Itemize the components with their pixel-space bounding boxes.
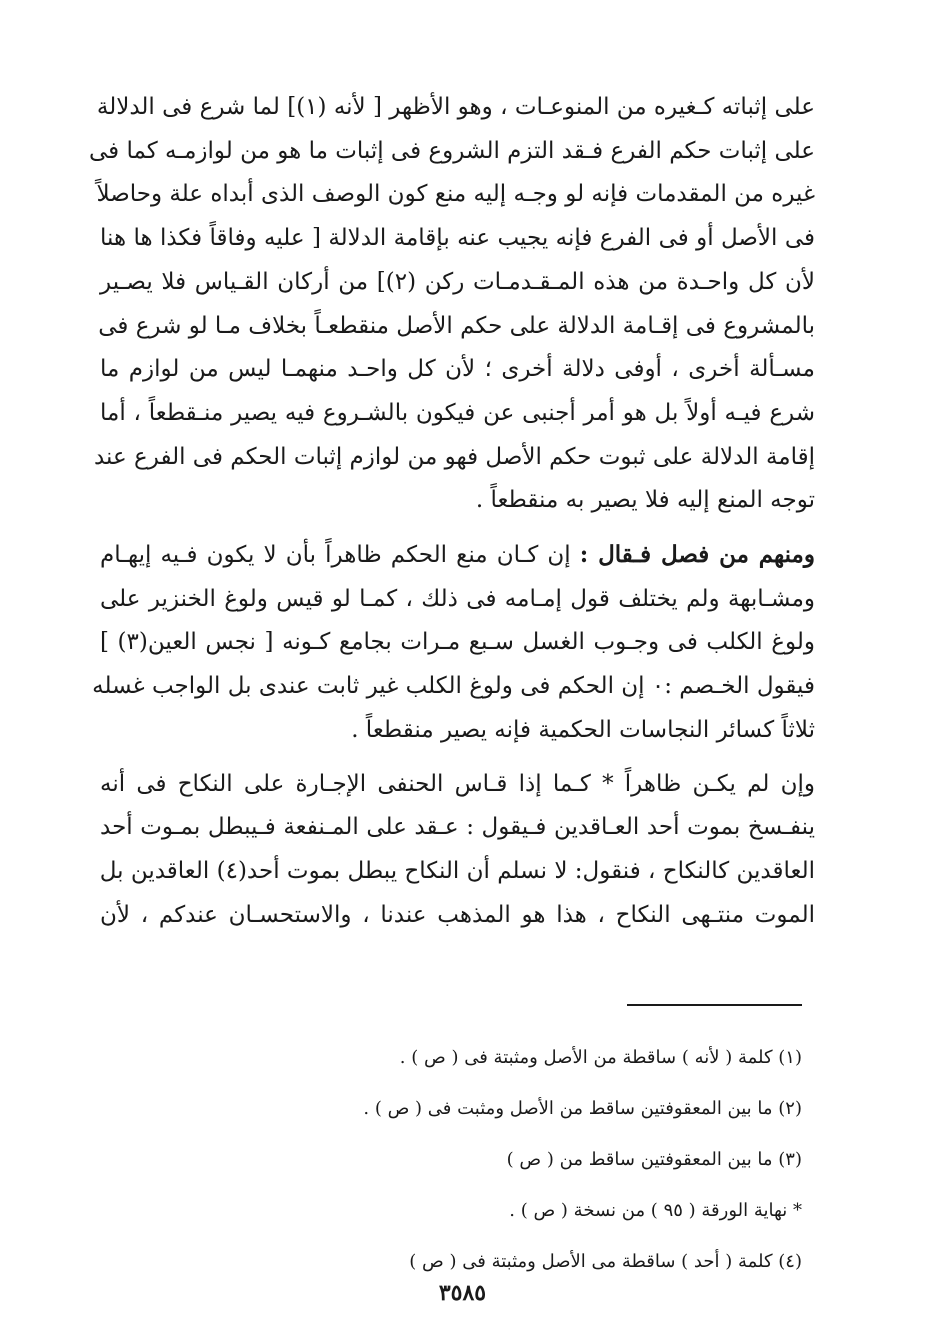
text-run: إن كـان منع الحكم ظاهراً بأن لا يكون فـيه إيهـام bbox=[100, 542, 580, 569]
footnote-item: (٢) ما بين المعقوفتين ساقط من الأصل ومثبت فى ( ص ) . bbox=[363, 1098, 802, 1119]
text-line: لأن كل واحـدة من هذه المـقـدمـات ركن (٢)] من أركان القـياس فلا يصـير bbox=[100, 268, 815, 295]
text-line: على إثبات حكم الفرع فـقد التزم الشروع فى إثبات ما هو من لوازمـه كما فى bbox=[89, 137, 815, 164]
text-line: وإن لم يكـن ظاهراً * كـما إذا قـاس الحنفى الإجـارة على النكاح فى أنه bbox=[100, 770, 815, 797]
text-line: الموت منتـهى النكاح ، هذا هو المذهب عندنا ، والاستحسـان عندكم ، لأن bbox=[100, 901, 815, 928]
text-line: بالمشروع فى إقـامة الدلالة على حكم الأصل منقطعـاً بخلاف مـا لو شرع فى bbox=[98, 312, 815, 339]
text-line bbox=[100, 533, 815, 578]
paragraph-lead: ومنهم من فصل فـقال : bbox=[579, 541, 815, 569]
paragraph-2 bbox=[92, 533, 815, 753]
text-line: غيره من المقدمات فإنه لو وجـه إليه منع كون الوصف الذى أبداه علة وحاصلاً bbox=[96, 181, 815, 208]
text-line: فيقول الخـصم :٠ إن الحكم فى ولوغ الكلب غير ثابت عندى بل الواجب غسله bbox=[92, 673, 815, 700]
text-line: ولوغ الكلب فى وجـوب الغسل سـبع مـرات بجامع كـونه [ نجس العين(٣) ] bbox=[100, 629, 815, 656]
text-line: على إثباته كـغيره من المنوعـات ، وهو الأظهر [ لأنه (١)] لما شرع فى الدلالة bbox=[96, 94, 815, 120]
text-line: ثلاثاً كسائر النجاسات الحكمية فإنه يصير منقطعاً . bbox=[351, 716, 815, 743]
text-line: مسـألة أخرى ، أوفى دلالة أخرى ؛ لأن كل واحـد منهمـا ليس من لوازم ما bbox=[100, 356, 815, 383]
footnote-item: (١) كلمة ( لأنه ) ساقطة من الأصل ومثبتة فى ( ص ) . bbox=[399, 1047, 802, 1068]
footnote-item: * نهاية الورقة ( ٩٥ ) من نسخة ( ص ) . bbox=[509, 1200, 802, 1221]
text-line: ينفـسخ بموت أحد العـاقدين فـيقول : عـقد على المـنفعة فـيبطل بمـوت أحد bbox=[100, 814, 815, 841]
main-text bbox=[89, 86, 815, 937]
text-line: شرع فيـه أولاً بل هو أمر أجنبى عن فيكون بالشـروع فيه يصير منـقطعاً ، أما bbox=[100, 399, 815, 426]
text-line: توجه المنع إليه فلا يصير به منقطعاً . bbox=[475, 487, 815, 514]
page-number: ٣٥٨٥ bbox=[438, 1280, 487, 1306]
paragraph-3 bbox=[100, 763, 815, 938]
footnotes bbox=[102, 1032, 802, 1287]
footnote-item: (٣) ما بين المعقوفتين ساقط من ( ص ) bbox=[506, 1149, 802, 1170]
text-line: فى الأصل أو فى الفرع فإنه يجيب عنه بإقامة الدلالة [ عليه وفاقاً فكذا ها هنا bbox=[100, 225, 815, 252]
footnote-item: (٤) كلمة ( أحد ) ساقطة مى الأصل ومثبتة فى ( ص ) bbox=[409, 1251, 802, 1272]
footnote-separator bbox=[627, 1004, 802, 1006]
paragraph-1 bbox=[89, 86, 815, 523]
text-line: ومشـابهة ولم يختلف قول إمـامه فى ذلك ، كمـا لو قيس ولوغ الخنزير على bbox=[100, 585, 815, 612]
text-line: إقامة الدلالة على ثبوت حكم الأصل فهو من لوازم إثبات الحكم فى الفرع عند bbox=[93, 443, 815, 470]
text-line: العاقدين كالنكاح ، فنقول: لا نسلم أن النكاح يبطل بموت أحد(٤) العاقدين بل bbox=[99, 857, 815, 884]
